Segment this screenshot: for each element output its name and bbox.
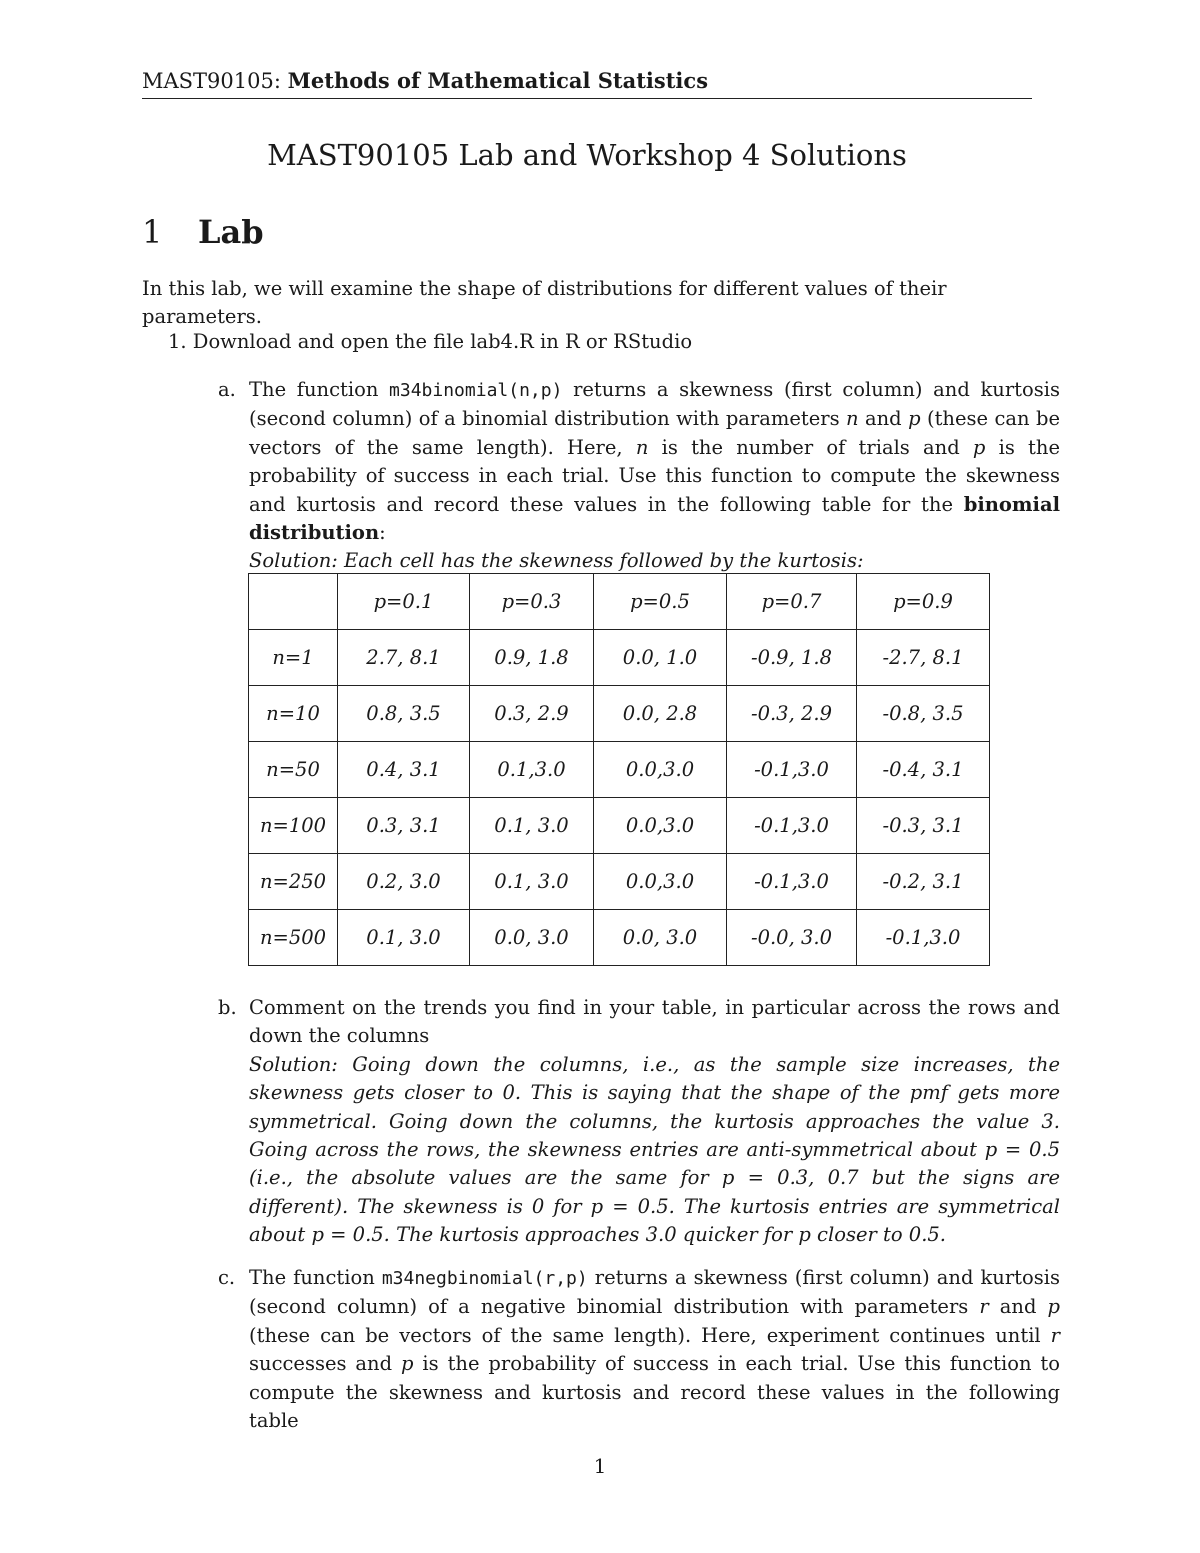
table-header-row	[249, 574, 990, 630]
table-header-cell: p=0.1	[338, 574, 470, 630]
table-cell: -0.0, 3.0	[727, 910, 857, 966]
part-a	[218, 376, 1060, 576]
table-row	[249, 742, 990, 798]
table-cell: 0.3, 3.1	[338, 798, 470, 854]
part-a-body: The function m34binomial(n,p) returns a skewness (first column) and kurtosis (second column) of a binomial distribution with parameters n and p (these can be vectors of the same length). Here, n is the number of trials and p is the probability of success in each trial. Use this function to compute the skewness and kurtosis and record these values in the following table for the binomial distribution: Solution: Each cell has the skewness followed by the kurtosis:	[249, 378, 1060, 573]
table-cell: 0.3, 2.9	[470, 686, 594, 742]
header-course-name: Methods of Mathematical Statistics	[287, 68, 709, 93]
table-row	[249, 910, 990, 966]
table-row-label: n=100	[249, 798, 338, 854]
emphasis-binomial: binomial distribution	[249, 492, 1060, 545]
part-c	[218, 1264, 1060, 1435]
table-cell: 0.9, 1.8	[470, 630, 594, 686]
table-cell: 0.0,3.0	[594, 742, 727, 798]
section-number: 1	[142, 213, 163, 251]
table-cell: -0.3, 3.1	[857, 798, 990, 854]
page-number: 1	[593, 1454, 607, 1478]
table-cell: 0.1, 3.0	[470, 854, 594, 910]
table-cell: 0.0,3.0	[594, 854, 727, 910]
part-a-solution: Solution: Each cell has the skewness followed by the kurtosis:	[249, 549, 864, 573]
document-title: MAST90105 Lab and Workshop 4 Solutions	[267, 138, 907, 172]
table-row-label: n=1	[249, 630, 338, 686]
header-course-code: MAST90105:	[142, 69, 281, 93]
table-row-label: n=10	[249, 686, 338, 742]
part-b	[218, 994, 1060, 1250]
table-row-label: n=500	[249, 910, 338, 966]
table-header-cell	[249, 574, 338, 630]
table-header-cell: p=0.9	[857, 574, 990, 630]
code-m34binomial: m34binomial(n,p)	[389, 380, 563, 401]
section-title: Lab	[198, 213, 264, 251]
part-c-label: c.	[218, 1266, 236, 1289]
table-cell: 0.4, 3.1	[338, 742, 470, 798]
table-cell: 0.0, 1.0	[594, 630, 727, 686]
part-c-body: The function m34negbinomial(r,p) returns a skewness (first column) and kurtosis (second column) of a negative binomial distribution with parameters r and p (these can be vectors of the same length). Here, experiment continues until r successes and p is the probability of success in each trial. Use this function to compute the skewness and kurtosis and record these values in the following table	[249, 1266, 1060, 1433]
table-cell: 0.0,3.0	[594, 798, 727, 854]
table-cell: -0.1,3.0	[727, 854, 857, 910]
table-row	[249, 798, 990, 854]
binomial-table	[248, 573, 990, 966]
intro-paragraph: In this lab, we will examine the shape of distributions for different values of their parameters.	[142, 277, 947, 328]
table-cell: 0.0, 3.0	[470, 910, 594, 966]
table-cell: -0.2, 3.1	[857, 854, 990, 910]
running-header	[142, 66, 1032, 99]
table-row	[249, 854, 990, 910]
table-row	[249, 686, 990, 742]
table-header-cell: p=0.7	[727, 574, 857, 630]
part-b-body	[249, 994, 1060, 1250]
part-b-label: b.	[218, 996, 237, 1019]
table-row-label: n=50	[249, 742, 338, 798]
table-cell: -0.8, 3.5	[857, 686, 990, 742]
table-cell: -0.1,3.0	[857, 910, 990, 966]
part-b-solution: Solution: Going down the columns, i.e., as the sample size increases, the skewness gets closer to 0. This is saying that the shape of the pmf gets more symmetrical. Going down the columns, the kurtosis approaches the value 3. Going across the rows, the skewness entries are anti-symmetrical about p = 0.5 (i.e., the absolute values are the same for p = 0.3, 0.7 but the signs are different). The skewness is 0 for p = 0.5. The kurtosis entries are symmetrical about p = 0.5. The kurtosis approaches 3.0 quicker for p closer to 0.5.	[249, 1052, 1060, 1247]
table-cell: 0.1,3.0	[470, 742, 594, 798]
section-heading	[142, 210, 264, 254]
table-cell: -0.3, 2.9	[727, 686, 857, 742]
table-row	[249, 630, 990, 686]
table-header-cell: p=0.5	[594, 574, 727, 630]
table-cell: -0.1,3.0	[727, 742, 857, 798]
table-row-label: n=250	[249, 854, 338, 910]
table-cell: 0.8, 3.5	[338, 686, 470, 742]
table-cell: -0.9, 1.8	[727, 630, 857, 686]
table-cell: 0.1, 3.0	[338, 910, 470, 966]
table-cell: 0.0, 3.0	[594, 910, 727, 966]
code-m34negbinomial: m34negbinomial(r,p)	[381, 1268, 588, 1289]
table-cell: 0.1, 3.0	[470, 798, 594, 854]
table-cell: -2.7, 8.1	[857, 630, 990, 686]
table-header-cell: p=0.3	[470, 574, 594, 630]
table-cell: 0.2, 3.0	[338, 854, 470, 910]
part-a-label: a.	[218, 378, 236, 401]
table-cell: -0.1,3.0	[727, 798, 857, 854]
table-cell: 2.7, 8.1	[338, 630, 470, 686]
table-cell: 0.0, 2.8	[594, 686, 727, 742]
part-b-question: Comment on the trends you find in your table, in particular across the rows and down the columns	[249, 996, 1060, 1048]
list-item-1: 1. Download and open the file lab4.R in R or RStudio	[168, 330, 693, 353]
table-cell: -0.4, 3.1	[857, 742, 990, 798]
